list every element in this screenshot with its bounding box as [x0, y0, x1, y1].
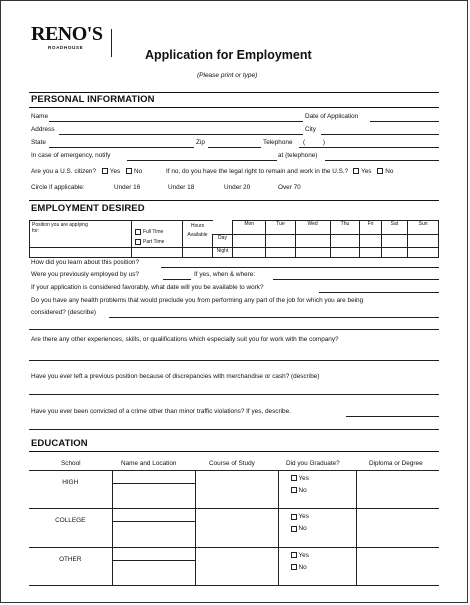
- learn-answer-field[interactable]: [161, 267, 439, 268]
- college-name-location[interactable]: [113, 521, 195, 532]
- age-under-20[interactable]: Under 20: [224, 184, 251, 191]
- high-yes-label: Yes: [298, 475, 309, 482]
- other-yes-label: Yes: [298, 551, 309, 559]
- college-no-label: No: [298, 525, 307, 533]
- form-title: Application for Employment: [145, 48, 312, 62]
- citizen-no-label: No: [134, 168, 143, 175]
- thu-night-hours[interactable]: [330, 248, 360, 258]
- row-college: COLLEGE: [55, 517, 86, 525]
- position-cell[interactable]: [30, 221, 132, 248]
- col-school: School: [61, 460, 81, 467]
- day-thu: Thu: [330, 221, 360, 235]
- tue-night-hours[interactable]: [266, 248, 295, 258]
- learn-question: How did you learn about this position?: [31, 259, 139, 266]
- state-label: State: [31, 139, 46, 146]
- row-other: OTHER: [59, 555, 82, 563]
- education-heading: EDUCATION: [31, 438, 88, 449]
- citizen-no-checkbox[interactable]: [126, 168, 132, 174]
- high-diploma[interactable]: [356, 471, 439, 509]
- skills-answer-field[interactable]: [29, 360, 439, 361]
- citizen-question-text: Are you a U.S. citizen?: [31, 168, 97, 175]
- name-field[interactable]: [49, 121, 303, 122]
- col-course-of-study: Course of Study: [209, 460, 255, 467]
- zip-field[interactable]: [208, 147, 261, 148]
- health-answer-line-2[interactable]: [29, 329, 439, 330]
- day-row-label: Day: [213, 234, 233, 248]
- age-under-16[interactable]: Under 16: [114, 184, 141, 191]
- day-fri: Fri: [360, 221, 381, 235]
- emergency-telephone-label: at (telephone): [278, 152, 318, 159]
- form-subtitle: (Please print or type): [197, 72, 258, 79]
- telephone-field[interactable]: [299, 147, 439, 148]
- personal-heading: PERSONAL INFORMATION: [31, 94, 155, 105]
- sun-day-hours[interactable]: [408, 234, 439, 248]
- crime-answer-line-2[interactable]: [29, 429, 439, 430]
- other-diploma[interactable]: [356, 547, 439, 585]
- full-time-label: Full Time: [143, 229, 164, 235]
- emergency-label: In case of emergency, notify: [31, 152, 111, 159]
- day-sun: Sun: [408, 221, 439, 235]
- other-course[interactable]: [195, 547, 278, 585]
- date-of-application-label: Date of Application: [305, 113, 359, 120]
- mon-day-hours[interactable]: [233, 234, 266, 248]
- table-row: [29, 471, 439, 509]
- hours-label: Hours: [190, 223, 205, 229]
- col-did-you-graduate: Did you Graduate?: [286, 460, 340, 467]
- health-question-cont: considered? (describe): [31, 309, 97, 316]
- wed-night-hours[interactable]: [295, 248, 330, 258]
- previously-employed-field[interactable]: [163, 279, 191, 280]
- left-position-answer-field[interactable]: [29, 394, 439, 395]
- other-grad-no-checkbox[interactable]: [291, 564, 297, 570]
- citizen-yes-checkbox[interactable]: [102, 168, 108, 174]
- mon-night-hours[interactable]: [233, 248, 266, 258]
- day-mon: Mon: [233, 221, 266, 235]
- high-grad-no-checkbox[interactable]: [291, 487, 297, 493]
- crime-question: Have you ever been convicted of a crime other than minor traffic violations? If yes, describe.: [31, 408, 291, 415]
- legal-yes-checkbox[interactable]: [353, 168, 359, 174]
- other-name-location[interactable]: [113, 560, 195, 571]
- college-grad-yes-checkbox[interactable]: [291, 514, 297, 520]
- citizen-question: [31, 168, 142, 176]
- high-no-label: No: [298, 487, 307, 494]
- left-position-question: Have you ever left a previous position because of discrepancies with merchandise or cash? (describe): [31, 373, 320, 380]
- date-of-application-field[interactable]: [370, 121, 439, 122]
- part-time-checkbox[interactable]: [135, 239, 141, 245]
- college-diploma[interactable]: [356, 509, 439, 547]
- legal-right-text: If no, do you have the legal right to remain and work in the U.S.?: [166, 168, 349, 175]
- circle-label: Circle if applicable:: [31, 184, 85, 191]
- high-name-location[interactable]: [113, 483, 195, 494]
- day-tue: Tue: [266, 221, 295, 235]
- part-time-label: Part Time: [143, 239, 165, 245]
- available-label: Available: [187, 232, 208, 238]
- day-wed: Wed: [295, 221, 330, 235]
- college-course[interactable]: [195, 509, 278, 547]
- citizen-yes-label: Yes: [109, 168, 121, 175]
- wed-day-hours[interactable]: [295, 234, 330, 248]
- available-date-field[interactable]: [319, 292, 439, 293]
- education-table: [29, 470, 439, 586]
- fri-day-hours[interactable]: [360, 234, 381, 248]
- other-no-label: No: [298, 563, 307, 571]
- health-question: Do you have any health problems that would preclude you from performing any part of the job for which you are being: [31, 297, 364, 304]
- age-over-70[interactable]: Over 70: [278, 184, 301, 191]
- telephone-label: Telephone: [263, 139, 293, 146]
- skills-question: Are there any other experiences, skills, or qualifications which especially suit you for work with the company?: [31, 336, 339, 343]
- crime-answer-field[interactable]: [346, 416, 439, 417]
- position-label: Position you are applying for:: [32, 222, 88, 234]
- col-diploma-degree: Diploma or Degree: [369, 460, 423, 467]
- legal-yes-label: Yes: [361, 168, 372, 175]
- fri-night-hours[interactable]: [360, 248, 381, 258]
- city-label: City: [305, 126, 317, 133]
- night-row-label: Night: [213, 248, 233, 258]
- name-label: Name: [31, 113, 49, 120]
- emergency-telephone-field[interactable]: [325, 160, 439, 161]
- legal-right-question: [166, 168, 393, 176]
- table-row: [29, 509, 439, 547]
- college-grad-no-checkbox[interactable]: [291, 526, 297, 532]
- emergency-contact-field[interactable]: [127, 160, 277, 161]
- when-where-label: If yes, when & where:: [194, 271, 256, 278]
- sat-night-hours[interactable]: [381, 248, 407, 258]
- table-row: [29, 547, 439, 585]
- logo-subtitle: ROADHOUSE: [48, 45, 84, 50]
- tue-day-hours[interactable]: [266, 234, 295, 248]
- high-course[interactable]: [195, 471, 278, 509]
- previously-employed-question: Were you previously employed by us?: [31, 271, 139, 278]
- logo-name: RENO'S: [31, 23, 103, 45]
- zip-label: Zip: [196, 139, 205, 146]
- employment-heading: EMPLOYMENT DESIRED: [31, 203, 145, 214]
- available-date-question: If your application is considered favorably, what date will you be available to work?: [31, 284, 264, 291]
- when-where-field[interactable]: [273, 279, 439, 280]
- thu-day-hours[interactable]: [330, 234, 360, 248]
- high-grad-yes-checkbox[interactable]: [291, 475, 297, 481]
- day-sat: Sat: [381, 221, 407, 235]
- sun-night-hours[interactable]: [408, 248, 439, 258]
- legal-no-checkbox[interactable]: [377, 168, 383, 174]
- renos-logo: [31, 23, 115, 63]
- telephone-parens: ( ): [303, 139, 326, 146]
- other-grad-yes-checkbox[interactable]: [291, 552, 297, 558]
- address-field[interactable]: [59, 134, 303, 135]
- row-high: HIGH: [62, 479, 79, 486]
- city-field[interactable]: [321, 134, 439, 135]
- col-name-location: Name and Location: [121, 460, 177, 467]
- sat-day-hours[interactable]: [381, 234, 407, 248]
- age-under-18[interactable]: Under 18: [168, 184, 195, 191]
- legal-no-label: No: [385, 168, 394, 175]
- health-answer-field[interactable]: [109, 317, 439, 318]
- availability-table: [29, 220, 439, 258]
- state-field[interactable]: [49, 147, 194, 148]
- full-time-checkbox[interactable]: [135, 229, 141, 235]
- address-label: Address: [31, 126, 55, 133]
- college-yes-label: Yes: [298, 513, 309, 521]
